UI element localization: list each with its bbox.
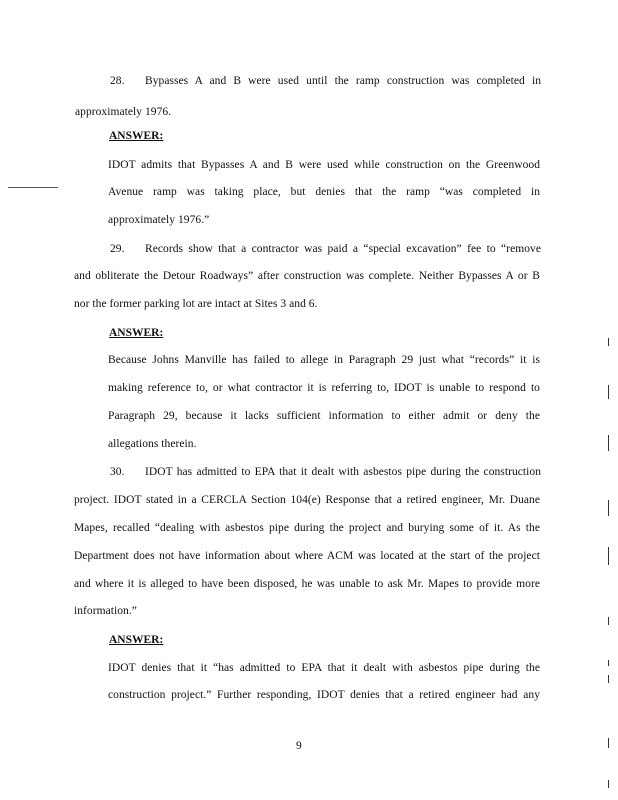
answer-heading: ANSWER: [109, 130, 164, 142]
answer-1-line: IDOT admits that Bypasses A and B were used while construction on the Greenwood [108, 159, 540, 171]
margin-mark [608, 385, 609, 399]
margin-mark [8, 187, 58, 188]
paragraph-30-line: information.” [74, 605, 137, 617]
paragraph-28-line: approximately 1976. [75, 106, 172, 118]
answer-3-line: IDOT denies that it “has admitted to EPA that it dealt with asbestos pipe during the [108, 662, 540, 674]
margin-mark [608, 780, 609, 788]
paragraph-30-line: Mapes, recalled “dealing with asbestos pipe during the project and burying some of it. As the [74, 522, 540, 534]
margin-mark [608, 660, 609, 666]
margin-mark [608, 435, 609, 451]
paragraph-30-line: project. IDOT stated in a CERCLA Section 104(e) Response that a retired engineer, Mr. Duane [74, 494, 540, 506]
margin-mark [608, 338, 609, 346]
page-number: 9 [296, 740, 302, 752]
paragraph-28-line: Bypasses A and B were used until the ramp construction was completed in [145, 75, 541, 87]
paragraph-number: 30. [110, 466, 125, 478]
paragraph-number: 28. [110, 75, 125, 87]
answer-2-line: allegations therein. [108, 438, 197, 450]
answer-1-line: Avenue ramp was taking place, but denies that the ramp “was completed in [108, 186, 540, 198]
answer-2-line: Because Johns Manville has failed to allege in Paragraph 29 just what “records” it is [108, 354, 540, 366]
paragraph-number: 29. [110, 243, 125, 255]
paragraph-29-line: nor the former parking lot are intact at Sites 3 and 6. [74, 298, 318, 310]
answer-1-line: approximately 1976.” [108, 214, 210, 226]
margin-mark [608, 500, 609, 516]
margin-mark [608, 738, 609, 748]
answer-2-line: making reference to, or what contractor it is referring to, IDOT is unable to respond to [108, 382, 540, 394]
paragraph-30-line: and where it is alleged to have been disposed, he was unable to ask Mr. Mapes to provide more [74, 578, 540, 590]
margin-mark [608, 675, 609, 683]
paragraph-30-line: IDOT has admitted to EPA that it dealt with asbestos pipe during the construction [145, 466, 541, 478]
margin-mark [608, 617, 609, 625]
answer-heading: ANSWER: [109, 634, 164, 646]
paragraph-30-line: Department does not have information about where ACM was located at the start of the project [74, 550, 540, 562]
paragraph-29-line: and obliterate the Detour Roadways” after construction was complete. Neither Bypasses A or B [74, 270, 540, 282]
paragraph-29-line: Records show that a contractor was paid a “special excavation” fee to “remove [145, 243, 541, 255]
answer-heading: ANSWER: [109, 327, 164, 339]
answer-2-line: Paragraph 29, because it lacks sufficient information to either admit or deny the [108, 410, 540, 422]
answer-3-line: construction project.” Further responding, IDOT denies that a retired engineer had any [108, 689, 540, 701]
margin-mark [608, 547, 609, 565]
